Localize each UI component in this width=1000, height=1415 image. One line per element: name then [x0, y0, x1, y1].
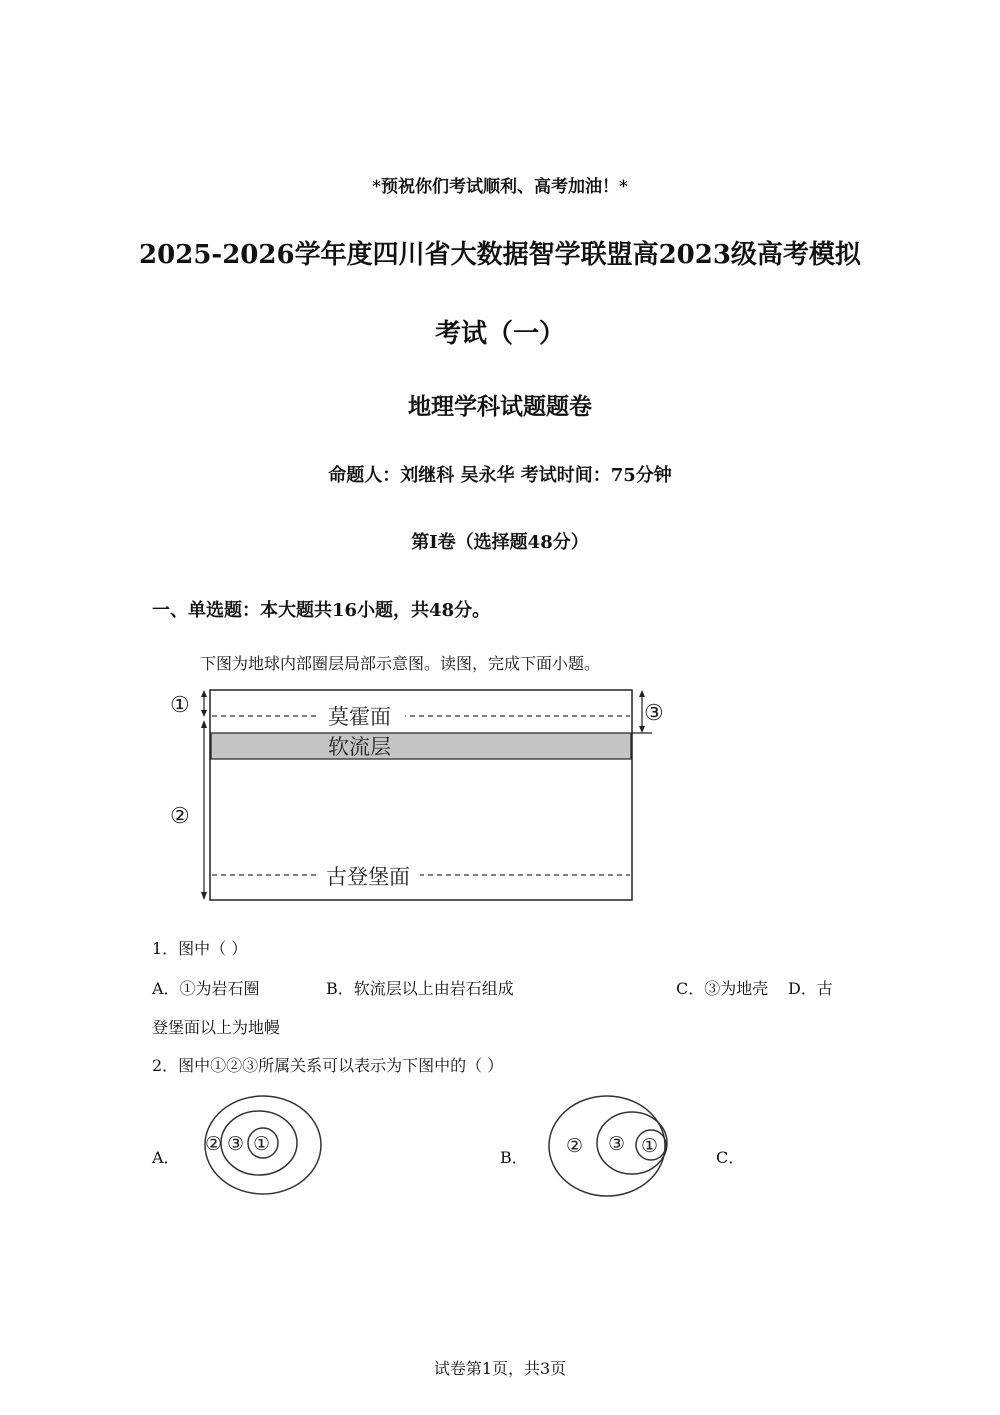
- arrow-2-head-bottom: [201, 892, 207, 900]
- question-1-option-b: B．软流层以上由岩石组成: [326, 979, 514, 998]
- option-b-mark-1: ①: [641, 1135, 659, 1157]
- marker-3: ③: [644, 701, 664, 726]
- exam-title-line1: 2025-2026学年度四川省大数据智学联盟高2023级高考模拟: [139, 240, 861, 270]
- layers-frame: [210, 690, 632, 900]
- blessing-line: *预祝你们考试顺利、高考加油！*: [372, 177, 628, 197]
- question-2-option-a-label: A．: [152, 1148, 180, 1167]
- option-b-mark-2: ②: [566, 1135, 584, 1157]
- gutenberg-label: 古登堡面: [326, 865, 410, 889]
- authors-line: 命题人：刘继科 吴永华 考试时间：75分钟: [328, 465, 672, 486]
- option-b-circles: [544, 1092, 674, 1202]
- section-title: 一、单选题：本大题共16小题，共48分。: [152, 600, 491, 621]
- section-intro: 下图为地球内部圈层局部示意图。读图，完成下面小题。: [200, 654, 601, 673]
- option-a-mark-1: ①: [253, 1133, 271, 1155]
- question-2-stem: 2．图中①②③所属关系可以表示为下图中的（ ）: [152, 1056, 504, 1075]
- volume-title: 第I卷（选择题48分）: [411, 532, 589, 553]
- exam-title-line2: 考试（一）: [434, 319, 565, 349]
- arrow-1-head-top: [201, 690, 207, 697]
- question-2-option-c-label: C．: [716, 1148, 745, 1167]
- arrow-1-head-bottom: [201, 710, 207, 717]
- marker-1: ①: [170, 693, 190, 718]
- question-1-stem: 1．图中（ ）: [152, 939, 248, 958]
- option-a-mark-3: ③: [227, 1133, 245, 1155]
- arrow-2-head-top: [201, 720, 207, 728]
- question-1-option-d-cont: 登堡面以上为地幔: [152, 1018, 281, 1037]
- question-1-option-d: D．古: [788, 979, 833, 998]
- arrow-3-head-top: [639, 690, 645, 697]
- option-a-circles: [198, 1092, 328, 1202]
- question-1-option-a: A．①为岩石圈: [152, 979, 260, 998]
- marker-2: ②: [170, 804, 190, 829]
- option-a-mark-2: ②: [205, 1133, 223, 1155]
- page-footer: 试卷第1页，共3页: [433, 1359, 567, 1378]
- question-2-option-b-label: B．: [500, 1148, 528, 1167]
- option-b-mark-3: ③: [608, 1133, 626, 1155]
- earth-layers-figure: [160, 682, 680, 908]
- asthenosphere-band: [211, 733, 631, 759]
- subject-title: 地理学科试题题卷: [408, 393, 592, 420]
- moho-label: 莫霍面: [328, 705, 391, 729]
- question-1-option-c: C．③为地壳: [676, 979, 769, 998]
- asthenosphere-label: 软流层: [328, 735, 391, 759]
- arrow-3-head-bottom: [639, 726, 645, 733]
